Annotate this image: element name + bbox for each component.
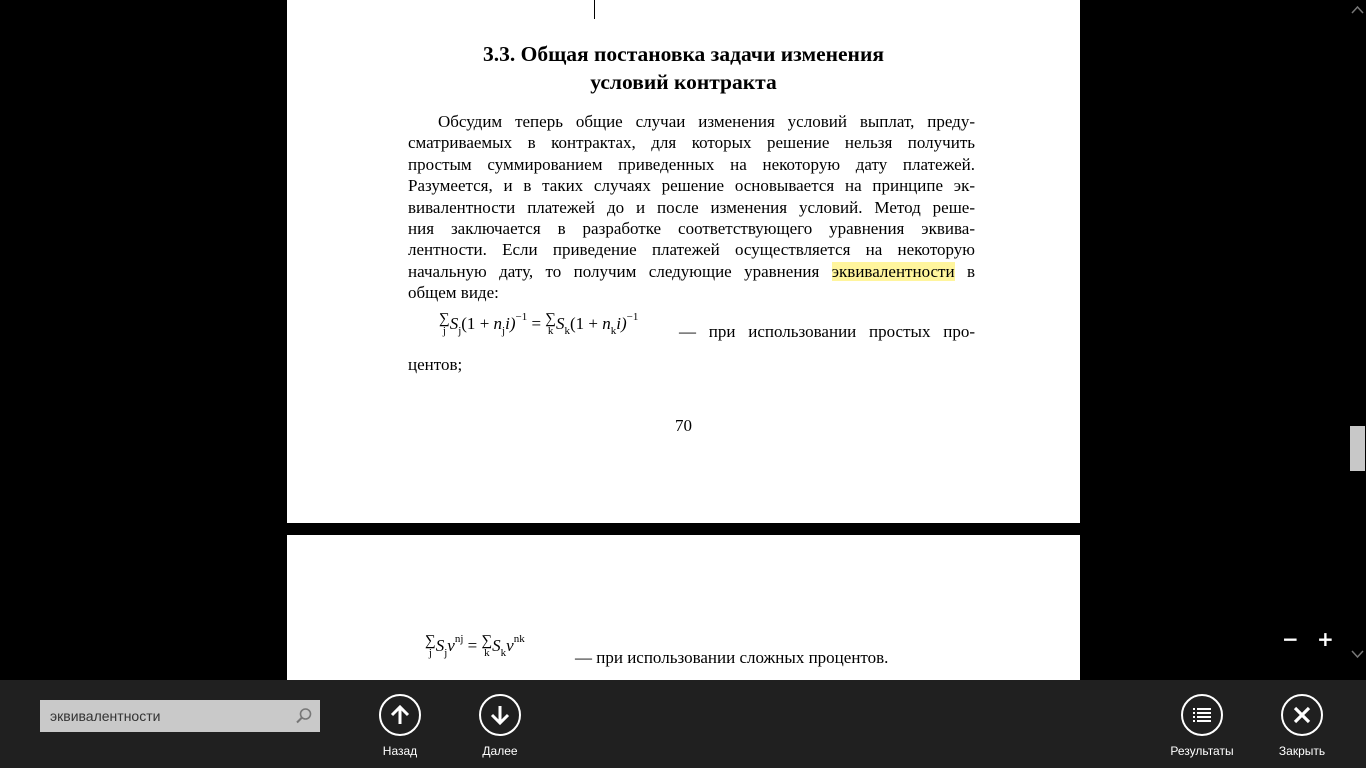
formula-description: — при использовании сложных процентов. [575,648,889,667]
zoom-out-button[interactable]: − [1282,627,1299,651]
close-icon [1281,694,1323,736]
results-button[interactable] [1162,694,1242,758]
formula-compound-interest: ∑ j $S_jv^{nj}$ = ∑ k $S_kv^{nk}$ [425,632,525,659]
arrow-down-icon [479,694,521,736]
paragraph-line: простым суммированием приведенных на некоторую дату платежей. [408,154,975,174]
back-button[interactable] [360,694,440,758]
section-heading [287,40,1080,96]
next-label: Далее [482,744,518,758]
search-input-value: эквивалентности [50,708,161,724]
vertical-scrollbar[interactable] [1349,0,1366,680]
scroll-up-arrow-icon[interactable] [1351,4,1364,18]
page-separator [287,523,1080,535]
paragraph-line: Обсудим теперь общие случаи изменения условий выплат, преду- [438,112,975,131]
heading-line-1: 3.3. Общая постановка задачи изменения [483,42,884,66]
search-icon[interactable] [294,706,314,726]
formula-description: — при использовании простых про- [679,322,975,341]
formula-simple-interest: ∑ j $S_j(1 + n_ji)^{-1}$ = ∑ k $S_k(1 + n_ki)^{-1}$ [439,310,639,337]
arrow-up-icon [379,694,421,736]
paragraph-line: вивалентности платежей до и после изменения условий. Метод реше- [408,197,975,217]
paragraph-line: общем виде: [408,283,499,303]
paragraph-line: лентности. Если приведение платежей осуществляется на некоторую [408,240,975,260]
scroll-down-arrow-icon[interactable] [1351,648,1364,662]
list-icon [1181,694,1223,736]
line-text: начальную дату, то получим следующие уравнения [408,261,832,281]
next-button[interactable] [460,694,540,758]
close-label: Закрыть [1278,744,1326,758]
page-number: 70 [675,416,692,435]
paragraph-line: Разумеется, и в таких случаях решение основывается на принципе эк- [408,176,975,196]
paragraph-line: сматриваемых в контрактах, для которых решение нельзя получить [408,133,975,153]
sum-symbol: ∑ j [425,633,436,659]
close-button[interactable] [1262,694,1342,758]
sum-symbol: ∑ k [481,633,493,659]
scrollbar-thumb[interactable] [1350,426,1365,471]
paragraph-line: ния заключается в разработке соответствующего уравнения эквива- [408,218,975,238]
sum-symbol: ∑ j [439,311,450,337]
back-label: Назад [382,744,418,758]
heading-line-2: условий контракта [590,70,777,94]
paragraph-line [408,261,975,282]
line-text: в [954,261,975,281]
app-bar [0,680,1366,768]
text-cursor [594,0,595,19]
search-input[interactable] [40,700,320,732]
results-label: Результаты [1170,744,1234,758]
formula-description-cont: центов; [408,355,463,374]
search-highlight: эквивалентности [831,261,955,281]
sum-symbol: ∑ k [545,311,556,337]
document-page-71 [287,535,1080,680]
document-page-70 [287,0,1080,523]
paragraph [408,111,975,304]
zoom-in-button[interactable]: + [1317,627,1334,651]
